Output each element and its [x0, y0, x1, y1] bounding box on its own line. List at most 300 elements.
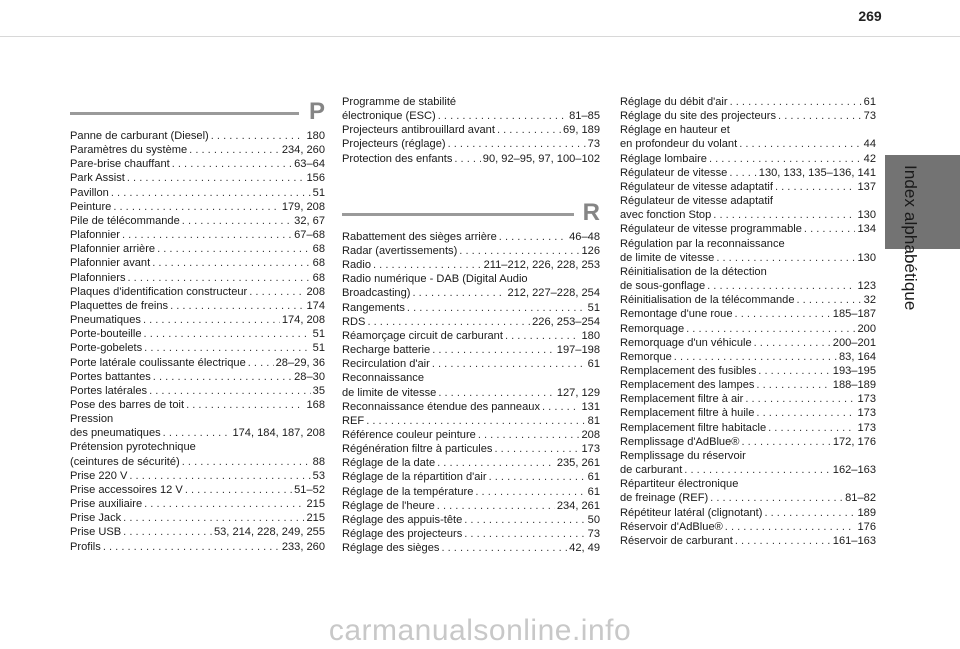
entry-pages: 63–64: [294, 158, 325, 171]
entry-term: Pneumatiques: [70, 314, 141, 327]
dot-leader: [674, 350, 837, 364]
entry-term: Réglage de l'heure: [342, 499, 435, 512]
dot-leader: [189, 143, 280, 157]
dot-leader: [111, 186, 311, 200]
index-entry: [70, 426, 325, 440]
index-entry: [70, 497, 325, 511]
dot-leader: [373, 258, 482, 272]
index-entry: [70, 157, 325, 171]
entry-term: Porte latérale coulissante électrique: [70, 356, 246, 369]
entry-pages: 50: [587, 513, 600, 526]
entry-pages: 51–52: [294, 483, 325, 496]
entry-term: Prise auxiliaire: [70, 498, 143, 511]
entry-term: Remplacement filtre à huile: [620, 407, 755, 420]
entry-pages: 61: [587, 485, 600, 498]
dot-leader: [730, 95, 862, 109]
entry-term: Réamorçage circuit de carburant: [342, 329, 503, 342]
index-column-1: [70, 95, 325, 554]
entry-pages: 28–30: [294, 370, 325, 383]
index-entry: [342, 244, 600, 258]
index-entry: [620, 109, 876, 123]
entry-term: Réservoir d'AdBlue®: [620, 520, 723, 533]
entry-pages: 69, 189: [562, 124, 600, 137]
index-entry: [70, 143, 325, 157]
entry-pages: 180: [306, 130, 325, 142]
entry-pages: 168: [306, 398, 325, 411]
entry-pages: 127, 129: [556, 386, 600, 399]
index-entry: [342, 286, 600, 300]
entry-term: de limite de vitesse: [620, 251, 715, 264]
dot-leader: [713, 208, 855, 222]
entry-pages: 234, 261: [556, 499, 600, 512]
index-entry-line: Pression: [70, 413, 114, 426]
entry-pages: 161–163: [832, 534, 876, 547]
entry-pages: 188–189: [832, 379, 876, 392]
dot-leader: [441, 541, 567, 555]
dot-leader: [542, 400, 579, 414]
index-entry: [620, 520, 876, 534]
entry-pages: 189: [857, 506, 876, 519]
index-entry: [342, 513, 600, 527]
entry-pages: 51: [312, 342, 325, 355]
entry-pages: 134: [857, 223, 876, 236]
index-entry: [70, 200, 325, 214]
index-entry: [70, 384, 325, 398]
letter-char: P: [308, 98, 325, 125]
entry-pages: 197–198: [556, 344, 600, 357]
dot-leader: [123, 511, 304, 525]
entry-term: Plafonnier: [70, 229, 120, 242]
entry-pages: 130, 133, 135–136, 141: [758, 166, 876, 179]
dot-leader: [804, 222, 856, 236]
entry-pages: 130: [857, 251, 876, 264]
entry-term: de limite de vitesse: [342, 386, 437, 399]
index-entry: [620, 208, 876, 222]
index-entry: [620, 435, 876, 449]
dot-leader: [464, 513, 585, 527]
entry-term: Park Assist: [70, 172, 125, 185]
dot-leader: [172, 157, 292, 171]
index-entry: [620, 463, 876, 477]
index-entry: [620, 421, 876, 435]
index-entry: [620, 251, 876, 265]
dot-leader: [153, 370, 292, 384]
dot-leader: [497, 123, 561, 137]
entry-term: Remplacement filtre à air: [620, 393, 744, 406]
entry-term: Portes battantes: [70, 370, 151, 383]
index-entry: [342, 499, 600, 513]
dot-leader: [459, 244, 579, 258]
index-entry: [342, 315, 600, 329]
index-entry: [70, 525, 325, 539]
entry-term: Protection des enfants: [342, 152, 453, 165]
dot-leader: [756, 406, 855, 420]
index-entry: [342, 230, 600, 244]
dot-leader: [163, 426, 231, 440]
header-divider: [0, 36, 960, 37]
index-entry: [70, 341, 325, 355]
index-entry: [620, 336, 876, 350]
entry-term: Régulateur de vitesse programmable: [620, 223, 802, 236]
index-entry: [342, 527, 600, 541]
index-entry: [342, 343, 600, 357]
dot-leader: [123, 525, 212, 539]
entry-term: des pneumatiques: [70, 427, 161, 440]
entry-term: électronique (ESC): [342, 110, 436, 123]
dot-leader: [729, 166, 756, 180]
dot-leader: [438, 109, 567, 123]
entry-pages: 176: [857, 520, 876, 533]
entry-term: Remorquage: [620, 322, 685, 335]
index-entry: [620, 95, 876, 109]
index-entry-line: Régulation par la reconnaissance: [620, 237, 785, 250]
entry-pages: 53: [312, 469, 325, 482]
dot-leader: [735, 307, 831, 321]
index-entry: [342, 541, 600, 555]
dot-leader: [778, 109, 862, 123]
entry-pages: 61: [587, 358, 600, 371]
index-entry: [342, 329, 600, 343]
index-entry: [342, 301, 600, 315]
index-entry: [342, 456, 600, 470]
entry-term: Remplacement des fusibles: [620, 364, 757, 377]
watermark: carmanualsonline.info: [328, 614, 632, 647]
index-entry: [70, 469, 325, 483]
dot-leader: [113, 200, 279, 214]
entry-pages: 44: [863, 138, 876, 151]
entry-pages: 211–212, 226, 228, 253: [483, 259, 600, 272]
entry-pages: 88: [312, 455, 325, 468]
letter-rule: [70, 112, 299, 115]
dot-leader: [494, 442, 579, 456]
entry-term: Plaques d'identification constructeur: [70, 285, 248, 298]
entry-pages: 233, 260: [281, 540, 325, 553]
index-entry: [70, 540, 325, 554]
index-entry: [620, 534, 876, 548]
entry-term: RDS: [342, 315, 366, 328]
index-entry: [620, 392, 876, 406]
entry-term: Remontage d'une roue: [620, 308, 733, 321]
entry-pages: 130: [857, 209, 876, 222]
entry-term: Recirculation d'air: [342, 358, 430, 371]
index-entry: [620, 180, 876, 194]
entry-term: Porte-bouteille: [70, 328, 142, 341]
dot-leader: [437, 499, 555, 513]
entry-term: Projecteurs antibrouillard avant: [342, 124, 495, 137]
entry-pages: 51: [587, 301, 600, 314]
entry-pages: 67–68: [294, 229, 325, 242]
index-entry: [70, 370, 325, 384]
section-label: Index alphabétique: [901, 165, 920, 311]
dot-leader: [716, 251, 855, 265]
dot-leader: [412, 286, 505, 300]
index-entry: [70, 285, 325, 299]
index-entry: [620, 322, 876, 336]
index-entry: [342, 400, 600, 414]
dot-leader: [709, 152, 862, 166]
dot-leader: [182, 455, 311, 469]
dot-leader: [454, 152, 480, 166]
entry-pages: 81: [587, 414, 600, 427]
dot-leader: [684, 463, 831, 477]
dot-leader: [710, 491, 843, 505]
index-entry: [620, 350, 876, 364]
entry-term: Répétiteur latéral (clignotant): [620, 506, 763, 519]
dot-leader: [438, 386, 554, 400]
entry-pages: 200–201: [832, 336, 876, 349]
entry-pages: 73: [863, 110, 876, 123]
dot-leader: [489, 470, 586, 484]
entry-term: Réglage de la date: [342, 457, 436, 470]
entry-term: Régénération filtre à particules: [342, 443, 493, 456]
entry-term: avec fonction Stop: [620, 209, 712, 222]
entry-term: Pile de télécommande: [70, 214, 180, 227]
entry-pages: 156: [306, 172, 325, 185]
dot-leader: [249, 285, 304, 299]
index-entry: [342, 485, 600, 499]
index-entry: [70, 256, 325, 270]
entry-pages: 131: [581, 400, 600, 413]
entry-pages: 32: [863, 294, 876, 307]
dot-leader: [686, 322, 855, 336]
dot-leader: [143, 313, 280, 327]
dot-leader: [768, 421, 855, 435]
entry-term: Pose des barres de toit: [70, 398, 185, 411]
entry-term: Profils: [70, 540, 101, 553]
entry-term: Remorquage d'un véhicule: [620, 336, 752, 349]
entry-pages: 35: [312, 384, 325, 397]
entry-pages: 212, 227–228, 254: [507, 287, 600, 300]
entry-pages: 53, 214, 228, 249, 255: [213, 526, 325, 539]
entry-term: de carburant: [620, 464, 683, 477]
index-entry-line: Programme de stabilité: [342, 96, 457, 108]
entry-pages: 28–29, 36: [275, 356, 325, 369]
index-entry: [70, 455, 325, 469]
entry-term: Prise Jack: [70, 512, 122, 525]
entry-term: Réinitialisation de la télécommande: [620, 294, 795, 307]
dot-leader: [366, 414, 585, 428]
index-entry: [342, 470, 600, 484]
entry-pages: 51: [312, 328, 325, 341]
entry-term: Radio: [342, 259, 371, 272]
index-entry: [70, 129, 325, 143]
dot-leader: [758, 364, 831, 378]
letter-char: R: [582, 198, 600, 226]
dot-leader: [725, 520, 856, 534]
entry-pages: 179, 208: [281, 200, 325, 213]
entry-pages: 73: [587, 138, 600, 151]
index-entry: [70, 186, 325, 200]
index-entry: [70, 483, 325, 497]
entry-term: Réglage des sièges: [342, 542, 440, 555]
index-entry: [70, 313, 325, 327]
entry-pages: 126: [581, 244, 600, 257]
index-entry: [620, 152, 876, 166]
dot-leader: [129, 469, 310, 483]
entry-pages: 173: [857, 421, 876, 434]
letter-heading: [342, 196, 600, 230]
entry-pages: 46–48: [569, 230, 600, 243]
entry-term: Référence couleur peinture: [342, 428, 476, 441]
entry-term: Régulateur de vitesse: [620, 166, 728, 179]
index-entry: [70, 327, 325, 341]
entry-pages: 32, 67: [294, 214, 325, 227]
entry-pages: 208: [581, 428, 600, 441]
entry-pages: 234, 260: [281, 144, 325, 157]
dot-leader: [144, 327, 311, 341]
index-entry-line: Radio numérique - DAB (Digital Audio: [342, 273, 528, 286]
index-entry: [620, 307, 876, 321]
index-entry-line: Réinitialisation de la détection: [620, 265, 767, 278]
entry-term: de freinage (REF): [620, 492, 709, 505]
index-entry: [620, 166, 876, 180]
entry-term: Remorque: [620, 350, 672, 363]
entry-term: Plafonnier arrière: [70, 243, 156, 256]
entry-term: Prise accessoires 12 V: [70, 483, 183, 496]
dot-leader: [797, 293, 862, 307]
entry-term: Réglage des appuis-tête: [342, 513, 463, 526]
entry-term: REF: [342, 414, 365, 427]
page-number: 269: [858, 8, 882, 24]
index-entry: [342, 386, 600, 400]
entry-pages: 200: [857, 322, 876, 335]
entry-pages: 180: [581, 329, 600, 342]
dot-leader: [432, 343, 555, 357]
index-entry: [620, 137, 876, 151]
entry-pages: 173: [857, 393, 876, 406]
entry-term: Paramètres du système: [70, 144, 188, 157]
dot-leader: [739, 137, 861, 151]
dot-leader: [170, 299, 304, 313]
entry-pages: 174, 208: [281, 314, 325, 327]
entry-term: Rabattement des sièges arrière: [342, 230, 497, 243]
index-entry: [70, 356, 325, 370]
dot-leader: [432, 357, 586, 371]
entry-pages: 174: [306, 299, 325, 312]
entry-term: Reconnaissance étendue des panneaux: [342, 400, 540, 413]
index-entry-line: Régulateur de vitesse adaptatif: [620, 195, 773, 208]
dot-leader: [735, 534, 831, 548]
dot-leader: [437, 456, 555, 470]
index-entry: [342, 357, 600, 371]
entry-term: Peinture: [70, 200, 112, 213]
entry-pages: 83, 164: [838, 350, 876, 363]
entry-term: Plafonnier avant: [70, 257, 151, 270]
index-entry: [620, 364, 876, 378]
dot-leader: [186, 398, 304, 412]
entry-pages: 42, 49: [569, 542, 600, 555]
entry-term: Réglage de la température: [342, 485, 474, 498]
entry-pages: 185–187: [832, 308, 876, 321]
dot-leader: [764, 506, 855, 520]
letter-rule: [342, 213, 574, 216]
entry-pages: 68: [312, 243, 325, 256]
entry-pages: 68: [312, 257, 325, 270]
entry-pages: 42: [863, 152, 876, 165]
entry-pages: 235, 261: [556, 457, 600, 470]
index-entry-line: Répartiteur électronique: [620, 478, 739, 491]
index-entry: [342, 152, 600, 166]
entry-pages: 73: [587, 528, 600, 541]
dot-leader: [122, 228, 292, 242]
index-entry: [620, 279, 876, 293]
entry-pages: 51: [312, 186, 325, 199]
entry-term: Pare-brise chauffant: [70, 158, 170, 171]
entry-pages: 123: [857, 280, 876, 293]
entry-pages: 215: [306, 512, 325, 525]
entry-term: Réglage des projecteurs: [342, 528, 463, 541]
entry-term: Réglage lombaire: [620, 152, 707, 165]
section-gap: [342, 166, 600, 196]
index-entry: [342, 109, 600, 123]
entry-pages: 193–195: [832, 364, 876, 377]
entry-term: Régulateur de vitesse adaptatif: [620, 180, 773, 193]
entry-term: Réglage de la répartition d'air: [342, 471, 487, 484]
dot-leader: [707, 279, 855, 293]
entry-pages: 215: [306, 498, 325, 511]
entry-term: en profondeur du volant: [620, 138, 738, 151]
index-entry-line: Reconnaissance: [342, 372, 425, 385]
entry-term: Recharge batterie: [342, 344, 431, 357]
index-entry: [342, 258, 600, 272]
index-entry: [620, 378, 876, 392]
entry-term: Portes latérales: [70, 384, 148, 397]
index-column-3: [620, 95, 876, 548]
dot-leader: [103, 540, 280, 554]
entry-term: Broadcasting): [342, 287, 411, 300]
entry-term: de sous-gonflage: [620, 280, 706, 293]
entry-term: Remplissage d'AdBlue®: [620, 435, 740, 448]
letter-heading: [70, 95, 325, 129]
dot-leader: [745, 392, 855, 406]
entry-pages: 68: [312, 271, 325, 284]
entry-term: Panne de carburant (Diesel): [70, 130, 209, 142]
dot-leader: [407, 301, 586, 315]
dot-leader: [754, 336, 831, 350]
dot-leader: [741, 435, 830, 449]
entry-term: Plaquettes de freins: [70, 299, 169, 312]
index-entry: [342, 428, 600, 442]
dot-leader: [152, 256, 310, 270]
dot-leader: [144, 341, 311, 355]
dot-leader: [756, 378, 830, 392]
entry-pages: 61: [587, 471, 600, 484]
index-entry: [620, 506, 876, 520]
entry-term: Rangements: [342, 301, 405, 314]
entry-term: Réglage du site des projecteurs: [620, 110, 777, 123]
entry-pages: 137: [857, 180, 876, 193]
entry-pages: 226, 253–254: [532, 315, 600, 328]
entry-pages: 173: [857, 407, 876, 420]
entry-term: Pavillon: [70, 186, 109, 199]
entry-term: Réglage du débit d'air: [620, 96, 728, 108]
index-entry: [70, 299, 325, 313]
index-entry-line: Réglage en hauteur et: [620, 124, 730, 137]
index-entry: [70, 271, 325, 285]
index-entry: [620, 222, 876, 236]
index-entry: [70, 214, 325, 228]
dot-leader: [144, 497, 304, 511]
entry-term: Porte-gobelets: [70, 342, 143, 355]
index-column-2: [342, 95, 600, 555]
entry-pages: 90, 92–95, 97, 100–102: [482, 152, 600, 165]
dot-leader: [128, 271, 311, 285]
entry-pages: 172, 176: [832, 435, 876, 448]
dot-leader: [475, 485, 585, 499]
index-entry-line: Prétension pyrotechnique: [70, 441, 196, 454]
entry-pages: 174, 184, 187, 208: [232, 427, 325, 440]
dot-leader: [185, 483, 292, 497]
